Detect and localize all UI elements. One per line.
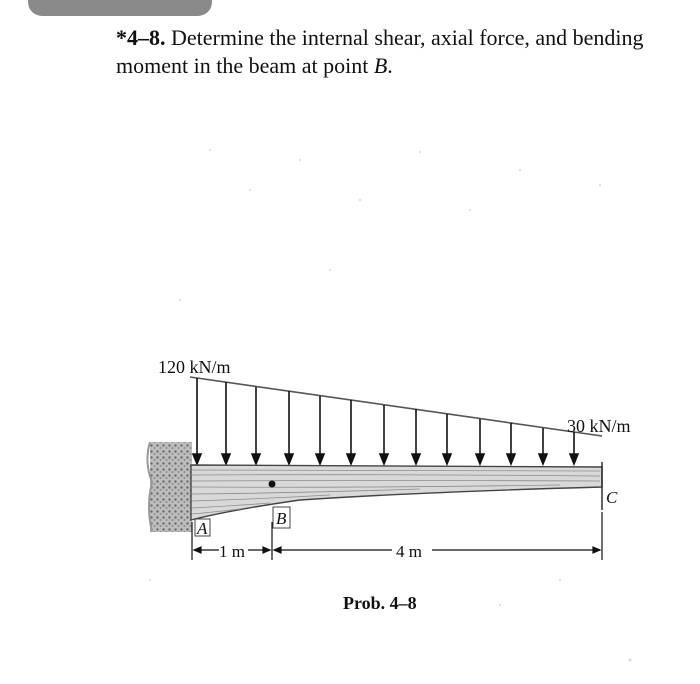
figure-caption: Prob. 4–8 [343,593,417,613]
beam [191,465,602,520]
problem-point: B [373,53,388,78]
point-c-label: C [606,488,618,507]
fixed-support-wall [150,442,192,532]
problem-text: Determine the internal shear, axial force, and bending moment in the beam at point [116,25,644,78]
load-left-label: 120 kN/m [158,357,231,377]
problem-number: *4–8. [116,25,166,50]
point-b-marker [269,481,276,488]
point-a-label: A [197,519,208,538]
load-top-line [190,377,602,436]
point-b-label: B [276,509,287,528]
load-right-label: 30 kN/m [567,416,631,436]
dimension-4m-label: 4 m [396,542,422,561]
load-arrows [193,378,578,464]
dimension-1m-label: 1 m [219,542,245,561]
problem-period: . [387,53,393,78]
